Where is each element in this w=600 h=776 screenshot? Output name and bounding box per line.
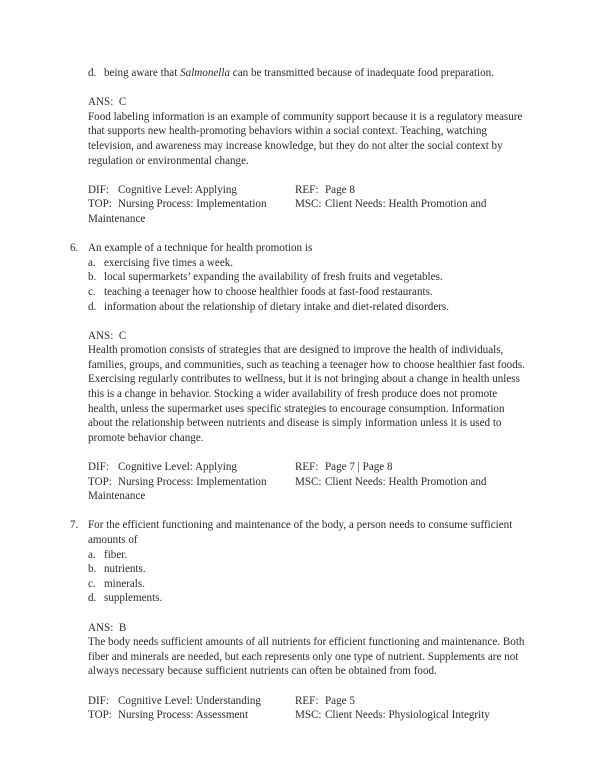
metadata-top-label: TOP:	[88, 475, 112, 488]
italic-term-salmonella: Salmonella	[180, 67, 231, 79]
question-number: 6.	[70, 242, 79, 255]
spacer	[70, 227, 525, 242]
metadata-ref-label: REF:	[295, 694, 319, 707]
metadata-dif-label: DIF:	[88, 183, 109, 196]
metadata-dif	[88, 694, 295, 709]
metadata-ref	[295, 694, 525, 709]
answer-block	[70, 95, 525, 168]
option-letter: d.	[88, 67, 97, 79]
option-text-lead: being aware that	[104, 67, 181, 79]
list-item	[70, 562, 525, 577]
option-letter: b.	[88, 563, 97, 576]
option-text: minerals.	[104, 577, 145, 590]
list-item	[70, 270, 525, 285]
metadata-msc	[295, 197, 525, 212]
rationale-text: Food labeling information is an example of community support because it is a regulatory measure that supports new health-promoting behaviors within a social context. Teaching, watching television, and awareness may increase knowledge, but they do not alter the social context by regulation or environmental change.	[88, 110, 523, 167]
option-text: supplements.	[104, 592, 163, 605]
metadata-dif-value: Cognitive Level: Applying	[118, 461, 237, 474]
answer-label: ANS: C	[88, 329, 127, 342]
answer-block	[70, 329, 525, 446]
metadata-dif-value: Cognitive Level: Understanding	[118, 694, 261, 707]
option-text: exercising five times a week.	[104, 256, 234, 269]
metadata-top	[88, 708, 295, 723]
metadata-msc-value: Client Needs: Physiological Integrity	[325, 709, 490, 722]
metadata-msc-value: Client Needs: Health Promotion and	[325, 475, 487, 488]
option-letter: b.	[88, 271, 97, 284]
option-letter: d.	[88, 592, 97, 605]
question-stem: An example of a technique for health promotion is	[88, 242, 313, 255]
metadata-top-value: Nursing Process: Implementation	[118, 198, 267, 211]
metadata-top-value: Nursing Process: Assessment	[118, 709, 249, 722]
page-content	[70, 66, 525, 723]
metadata-msc	[295, 708, 525, 723]
option-letter: c.	[88, 285, 96, 298]
option-text-tail: can be transmitted because of inadequate food preparation.	[230, 67, 494, 79]
spacer	[70, 606, 525, 621]
metadata-top-value: Nursing Process: Implementation	[118, 475, 267, 488]
metadata-top-label: TOP:	[88, 198, 112, 211]
option-letter: a.	[88, 256, 96, 269]
metadata-top-label: TOP:	[88, 709, 112, 722]
option-text: local supermarkets’ expanding the availability of fresh fruits and vegetables.	[104, 271, 443, 284]
metadata-top	[88, 475, 295, 490]
option-letter: c.	[88, 577, 96, 590]
answer-label: ANS: C	[88, 96, 127, 109]
metadata-msc-wrap: Maintenance	[88, 212, 146, 225]
list-item	[70, 300, 525, 315]
answer-label: ANS: B	[88, 621, 127, 634]
option-text: fiber.	[104, 548, 128, 561]
metadata-msc-wrap: Maintenance	[88, 490, 146, 503]
metadata-dif-label: DIF:	[88, 694, 109, 707]
question-number: 7.	[70, 519, 79, 532]
metadata-dif	[88, 183, 295, 198]
metadata-msc-label: MSC:	[295, 709, 322, 722]
list-item	[70, 256, 525, 271]
metadata-ref-value: Page 5	[325, 694, 355, 707]
metadata-msc-label: MSC:	[295, 475, 322, 488]
question-stem: For the efficient functioning and maintenance of the body, a person needs to consume sufficient amounts of	[88, 519, 513, 546]
metadata-msc-value: Client Needs: Health Promotion and	[325, 198, 487, 211]
rationale-text: Health promotion consists of strategies that are designed to improve the health of individuals, families, groups, and communities, such as teaching a teenager how to choose healthier fast foods. Exercising regularly contributes to wellness, but it is not bringing about a change in health unless this is a change in behavior. Stocking a wider availability of fresh produce does not promote health, unless the supermarket uses specific strategies to encourage consumption. Information about the relationship between nutrients and disease is simply information unless it is used to promote behavior change.	[88, 344, 525, 444]
metadata-ref-label: REF:	[295, 183, 319, 196]
metadata-ref-value: Page 8	[325, 183, 355, 196]
question-item	[70, 241, 525, 256]
list-item	[70, 591, 525, 606]
spacer	[70, 504, 525, 519]
answer-block	[70, 621, 525, 679]
option-text	[104, 66, 525, 81]
spacer	[70, 81, 525, 96]
metadata-block	[70, 183, 525, 227]
list-item	[70, 285, 525, 300]
metadata-ref-label: REF:	[295, 461, 319, 474]
list-item	[70, 548, 525, 563]
list-item	[70, 577, 525, 592]
rationale-text: The body needs sufficient amounts of all nutrients for efficient functioning and maintenance. Both fiber and minerals are needed, but each represents only one type of nutrient. Supplements are not always necessary because sufficient nutrients can often be obtained from food.	[88, 636, 525, 678]
spacer	[70, 679, 525, 694]
metadata-dif-value: Cognitive Level: Applying	[118, 183, 237, 196]
metadata-ref	[295, 183, 525, 198]
metadata-top	[88, 197, 295, 212]
metadata-block	[70, 460, 525, 504]
metadata-ref-value: Page 7 | Page 8	[325, 461, 393, 474]
option-letter: a.	[88, 548, 96, 561]
metadata-dif	[88, 460, 295, 475]
metadata-msc-label: MSC:	[295, 198, 322, 211]
metadata-block	[70, 694, 525, 723]
spacer	[70, 445, 525, 460]
option-letter: d.	[88, 300, 97, 313]
question-item	[70, 518, 525, 547]
metadata-ref	[295, 460, 525, 475]
option-text: teaching a teenager how to choose healthier foods at fast-food restaurants.	[104, 285, 433, 298]
metadata-msc	[295, 475, 525, 490]
list-item	[70, 66, 525, 81]
option-text: nutrients.	[104, 563, 146, 576]
metadata-dif-label: DIF:	[88, 461, 109, 474]
option-text: information about the relationship of dietary intake and diet-related disorders.	[104, 300, 450, 313]
spacer	[70, 314, 525, 329]
spacer	[70, 168, 525, 183]
